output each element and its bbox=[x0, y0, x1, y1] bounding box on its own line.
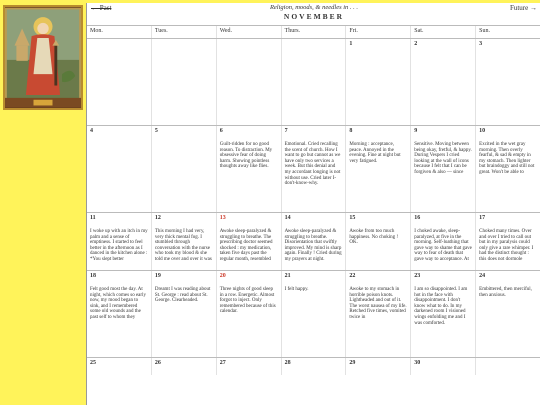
day-number: 3 bbox=[479, 41, 483, 47]
day-number: 20 bbox=[219, 273, 226, 279]
day-cell[interactable] bbox=[152, 271, 217, 357]
week-row bbox=[87, 38, 540, 125]
day-cell[interactable] bbox=[282, 126, 347, 212]
day-cell[interactable] bbox=[476, 271, 540, 357]
day-cell[interactable] bbox=[152, 126, 217, 212]
dow-label: Wed. bbox=[217, 26, 282, 38]
day-of-week-row bbox=[87, 25, 540, 38]
empty-cell bbox=[152, 39, 217, 125]
calendar-grid bbox=[87, 25, 540, 375]
day-cell[interactable] bbox=[346, 358, 411, 375]
day-note: Excited in the wet gray morning. Then overly fearful, & sad & empty in my stomach. Then lighter but braindoggy and still not great. Won't be able to bbox=[479, 142, 535, 175]
dow-label: Fri. bbox=[346, 26, 411, 38]
day-cell[interactable] bbox=[217, 213, 282, 270]
day-note: I choked awake, sleep-paralyzed, at five in the morning. Self-loathing that gave way to shame that gave way to fear of death that gave way to acceptance. At bbox=[414, 229, 472, 262]
day-note: Awoke to my stomach in horrible poison knots. Lightheaded and out of it. The worst nausea of my life. Retched five times, vomited twice in bbox=[349, 287, 407, 320]
dow-label: Tues. bbox=[152, 26, 217, 38]
saint-icon-painting bbox=[3, 5, 83, 110]
day-note: Dreamt I was reading about St. George : read about St. George. Clearheaded. bbox=[154, 287, 211, 304]
day-note: I felt happy. bbox=[284, 287, 309, 292]
dow-label: Sat. bbox=[411, 26, 476, 38]
day-cell[interactable] bbox=[282, 271, 347, 357]
day-cell[interactable] bbox=[411, 39, 476, 125]
day-note: Awoke sleep-paralyzed & struggling to breathe. Disorientation that swiftly improved. My mind is sharp again. Finally ! Cried during my prayers at night. bbox=[284, 229, 342, 262]
day-cell[interactable] bbox=[346, 39, 411, 125]
day-number: 25 bbox=[90, 360, 96, 366]
day-number: 23 bbox=[414, 273, 421, 279]
day-note: Choked many times. Over and over I tried to call out but in my paralysis could only give a rare whimper. I had the distinct thought : this does not dormole bbox=[479, 229, 534, 262]
past-link[interactable]: ← Past bbox=[91, 4, 112, 12]
day-note: This morning I had very, very thick mental fog. I stumbled through conversation with the nurse who took my blood & she told me over and over it was bbox=[154, 229, 212, 262]
day-number: 19 bbox=[154, 273, 161, 279]
day-number: 27 bbox=[219, 360, 226, 366]
day-note: Morning : acceptance, peace. Annoyed in the evening. Fine at night but very fatigued. bbox=[349, 142, 401, 164]
day-cell[interactable] bbox=[476, 126, 540, 212]
day-cell[interactable] bbox=[152, 358, 217, 375]
weeks bbox=[87, 38, 540, 375]
day-number: 9 bbox=[414, 128, 418, 134]
day-number: 29 bbox=[349, 360, 356, 366]
day-cell[interactable] bbox=[346, 271, 411, 357]
day-cell[interactable] bbox=[346, 126, 411, 212]
week-row bbox=[87, 212, 540, 270]
day-number: 21 bbox=[284, 273, 291, 279]
day-cell[interactable] bbox=[476, 213, 540, 270]
day-note: Awoke from too much happiness. No choking ! OK. bbox=[349, 229, 399, 246]
saint-image bbox=[5, 7, 81, 108]
day-number: 28 bbox=[284, 360, 291, 366]
week-row bbox=[87, 357, 540, 375]
day-note: I am so disappointed. I am hot in the face with disappointment. I don't know what to do. In my darkened room I visioned wings enfolding me and I was comforted. bbox=[414, 287, 468, 326]
future-link[interactable]: Future → bbox=[509, 4, 537, 12]
day-number: 12 bbox=[154, 215, 161, 221]
day-note: Sensitive. Moving between being okay, fretful, & happy. During Vespers I cried looking at the wall of icons because I felt that I can be forgiven & also — since bbox=[414, 142, 472, 175]
dow-label: Mon. bbox=[87, 26, 152, 38]
empty-cell bbox=[282, 39, 347, 125]
day-number: 24 bbox=[479, 273, 486, 279]
day-cell[interactable] bbox=[282, 213, 347, 270]
calendar bbox=[86, 3, 540, 405]
calendar-header bbox=[87, 3, 540, 25]
week-row bbox=[87, 270, 540, 357]
day-cell[interactable] bbox=[87, 358, 152, 375]
day-number: 1 bbox=[349, 41, 353, 47]
day-number: 2 bbox=[414, 41, 418, 47]
day-number: 14 bbox=[284, 215, 291, 221]
day-number: 11 bbox=[90, 215, 96, 221]
day-note: I woke up with an itch in my palm and a sense of emptiness. I started to feel better in the afternoon as I danced in the kitchen alone : *You slept better bbox=[90, 229, 148, 262]
day-number: 30 bbox=[414, 360, 421, 366]
day-number: 4 bbox=[90, 128, 93, 134]
month-title: NOVEMBER bbox=[283, 12, 345, 21]
day-number: 18 bbox=[90, 273, 96, 279]
day-number: 13 bbox=[219, 215, 226, 221]
day-number: 5 bbox=[154, 128, 158, 134]
day-cell[interactable] bbox=[282, 358, 347, 375]
day-note: Embittered, then merciful, then anxious. bbox=[479, 287, 532, 298]
dow-label: Sun. bbox=[476, 26, 540, 38]
day-cell[interactable] bbox=[87, 213, 152, 270]
day-cell[interactable] bbox=[411, 213, 476, 270]
day-note: Emotional. Cried recalling the scent of church. How I want to go but cannot as we have only two services a week. But this denial and my accordant longing is not without use. Cried later I-don't-know-why. bbox=[284, 142, 341, 187]
day-cell[interactable] bbox=[87, 126, 152, 212]
day-cell[interactable] bbox=[152, 213, 217, 270]
day-cell[interactable] bbox=[217, 271, 282, 357]
week-row bbox=[87, 125, 540, 212]
day-note: Felt good most the day. At night, which comes so early now, my mood began to sink, and I remembered some old wounds and the past self to whom they bbox=[90, 287, 146, 320]
day-number: 22 bbox=[349, 273, 356, 279]
day-cell[interactable] bbox=[411, 126, 476, 212]
day-note: Awoke sleep-paralyzed & struggling to breathe. The prescribing doctor seemed shocked : my medication, taken five days past the regular month, resembled bbox=[219, 229, 273, 262]
day-note: Three nights of good sleep in a row. Energetic. Almost forgot to inject. Only remembered because of this calendar. bbox=[219, 287, 276, 315]
day-number: 16 bbox=[414, 215, 421, 221]
day-cell[interactable] bbox=[217, 126, 282, 212]
day-note: Guilt-ridden for no good reason. To distraction. My obsessive fear of doing harm. Showing pointless thoughts away like flies. bbox=[219, 142, 273, 170]
day-number: 26 bbox=[154, 360, 161, 366]
empty-cell bbox=[476, 358, 540, 375]
calendar-subtitle: Religion, moods, & needles in . . . bbox=[269, 4, 359, 11]
day-number: 8 bbox=[349, 128, 353, 134]
day-number: 7 bbox=[284, 128, 288, 134]
day-cell[interactable] bbox=[87, 271, 152, 357]
empty-cell bbox=[87, 39, 152, 125]
day-number: 6 bbox=[219, 128, 223, 134]
day-cell[interactable] bbox=[476, 39, 540, 125]
empty-cell bbox=[217, 39, 282, 125]
day-number: 10 bbox=[479, 128, 486, 134]
day-number: 15 bbox=[349, 215, 356, 221]
day-cell[interactable] bbox=[411, 358, 476, 375]
dow-label: Thurs. bbox=[282, 26, 347, 38]
day-cell[interactable] bbox=[411, 271, 476, 357]
day-number: 17 bbox=[479, 215, 486, 221]
day-cell[interactable] bbox=[346, 213, 411, 270]
day-cell[interactable] bbox=[217, 358, 282, 375]
